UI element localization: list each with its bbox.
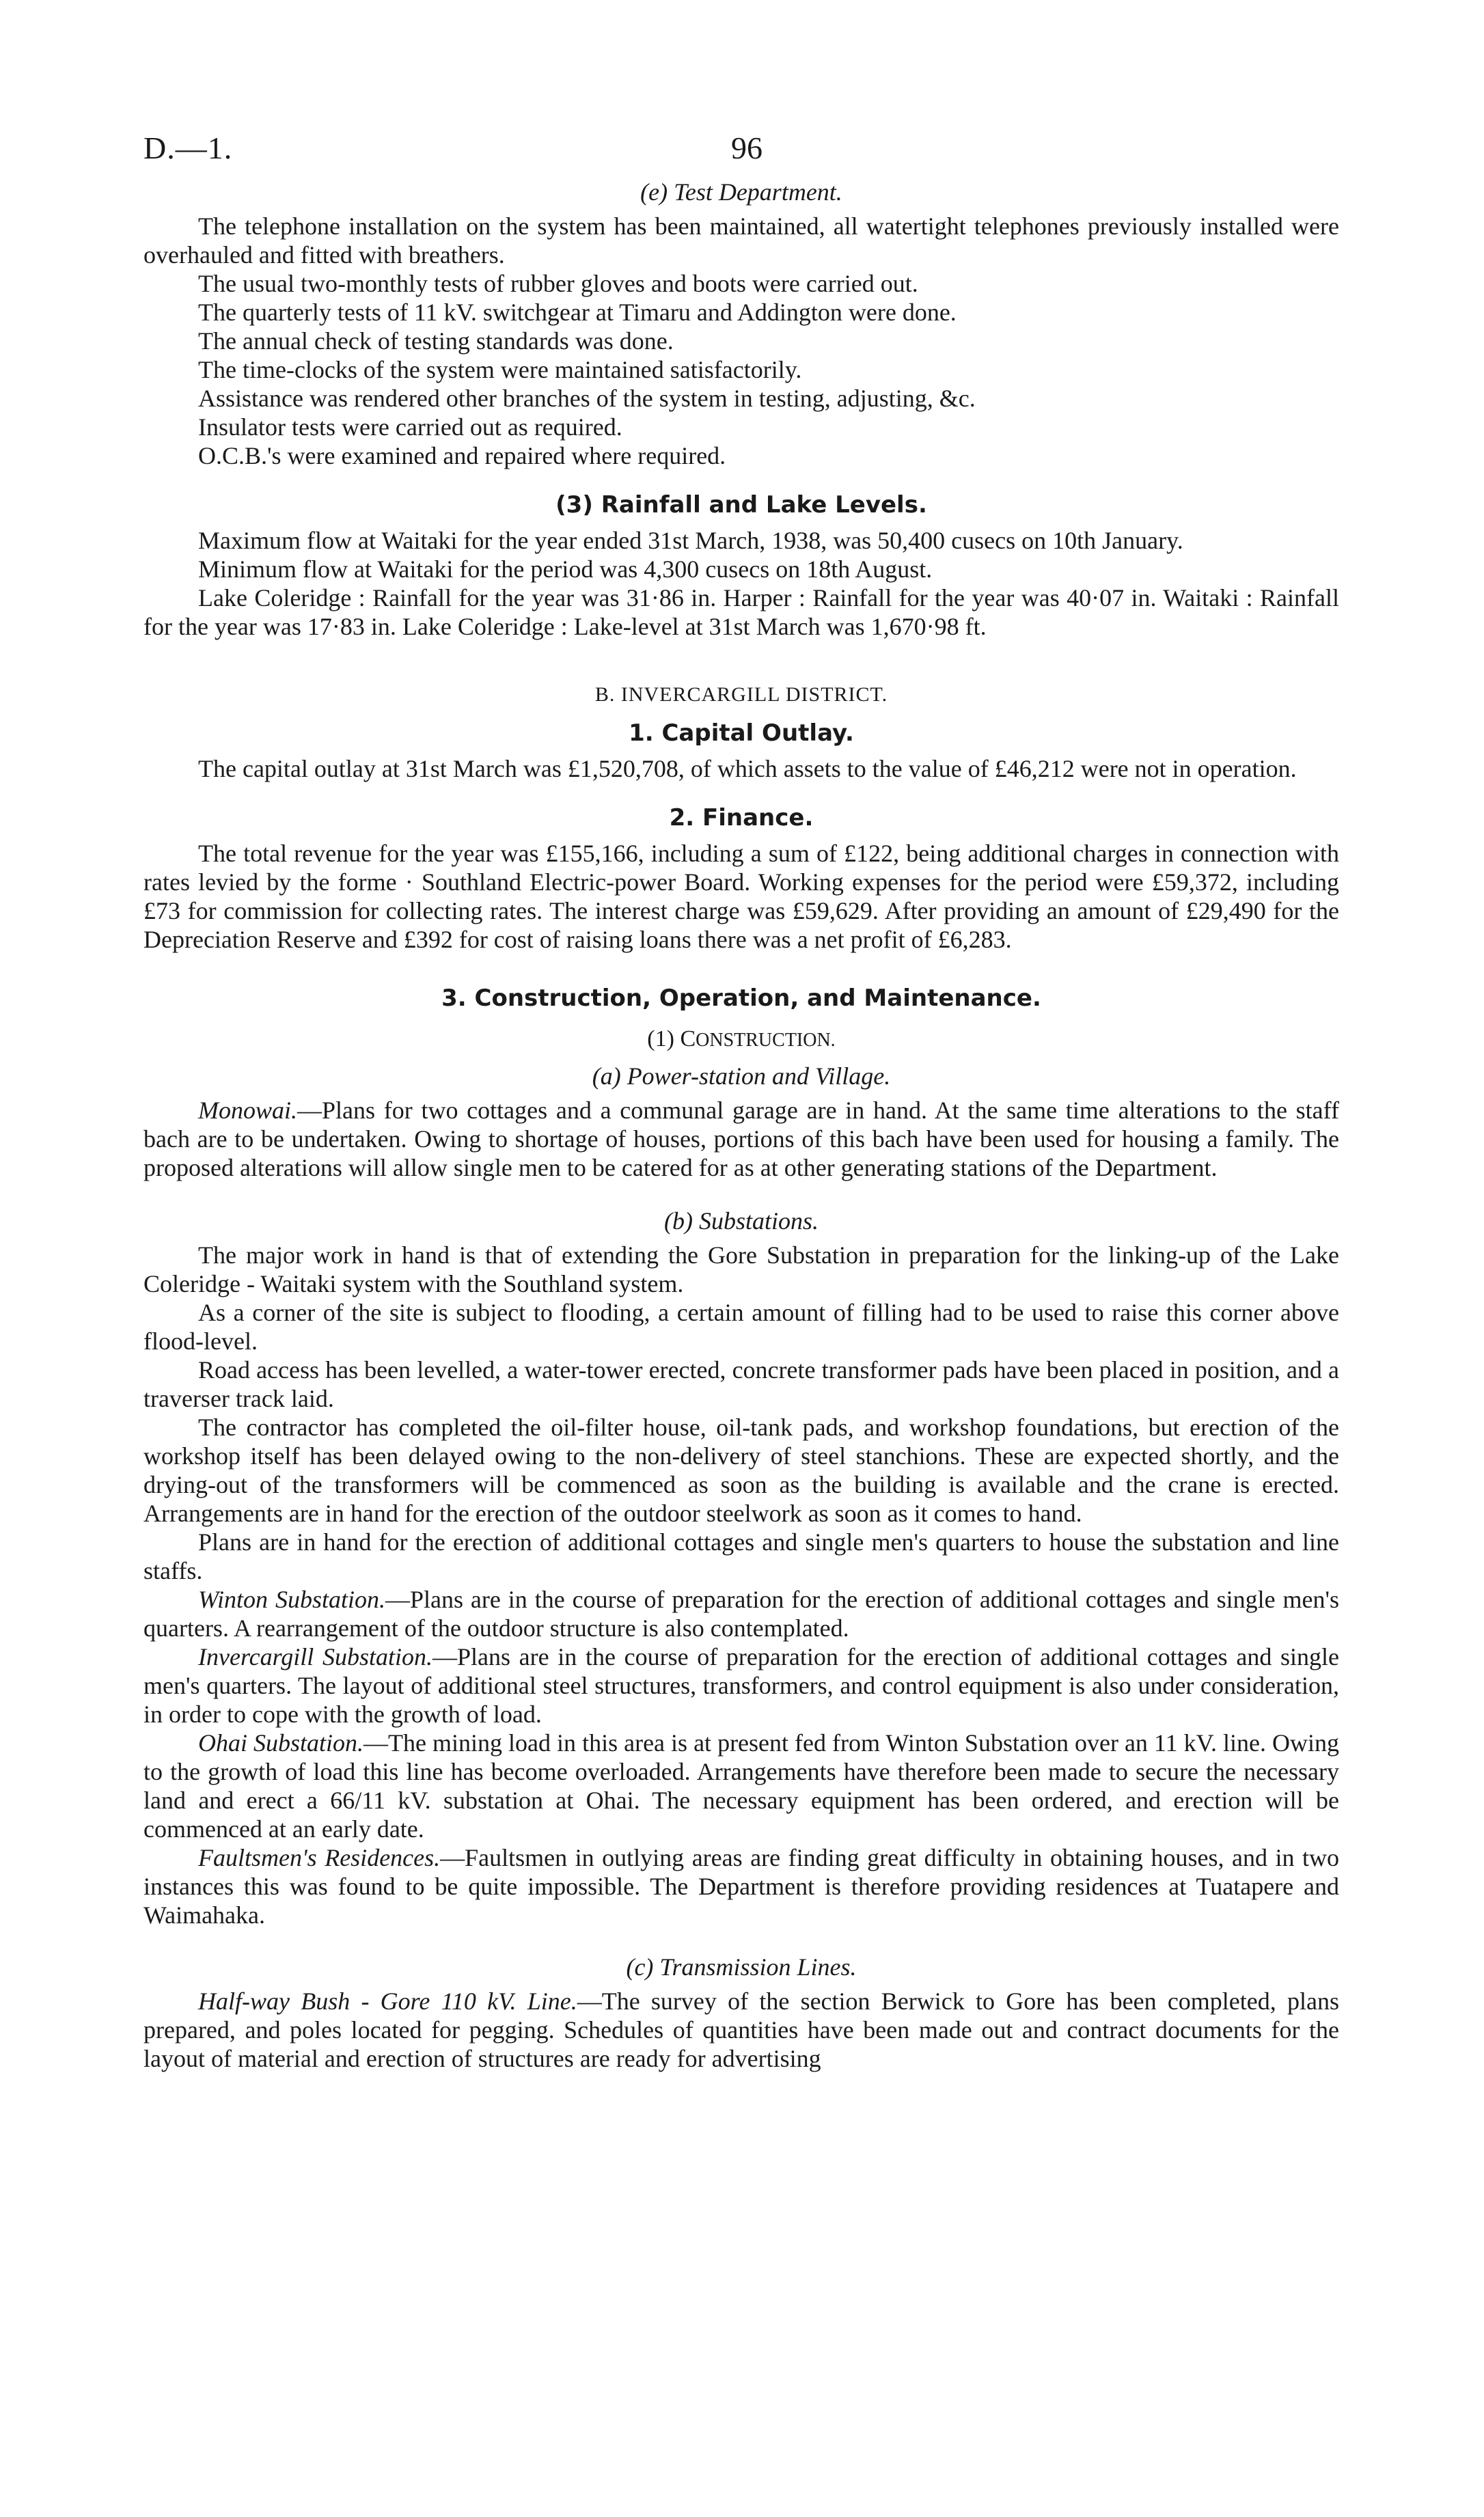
paragraph-lead: Faultsmen's Residences.	[198, 1844, 441, 1871]
paragraph-text: —Plans are in the course of preparation for the erection of additional cottages and single men's quarters. The layout of additional steel structures, transformers, and control equipment is also under consideration, in order to cope with the growth of load.	[143, 1643, 1340, 1728]
transmission-heading: (c) Transmission Lines.	[626, 1953, 857, 1981]
paragraph: Lake Coleridge : Rainfall for the year was 31·86 in. Harper : Rainfall for the year was 40·07 in. Waitaki : Rainfall for the year was 17·83 in. Lake Coleridge : Lake-level at 31st March was 1,670·98 ft.	[143, 584, 1339, 640]
paragraph-text: —The mining load in this area is at present fed from Winton Substation over an 11 kV. line. Owing to the growth of load this line has become overloaded. Arrangements have therefore been made to secure the necessary land and erect a 66/11 kV. substation at Ohai. The necessary equipment has been ordered, and erection will be commenced at an early date.	[143, 1729, 1340, 1843]
paragraph: The major work in hand is that of extending the Gore Substation in preparation for the linking-up of the Lake Coleridge - Waitaki system with the Southland system.	[143, 1241, 1339, 1297]
paragraph-text: —Plans are in the course of preparation for the erection of additional cottages and single men's quarters. A rearrangement of the outdoor structure is also contemplated.	[143, 1586, 1339, 1642]
construction-heading: 3. Construction, Operation, and Maintenance.	[441, 985, 1041, 1012]
document-page	[143, 123, 1339, 2073]
substations-heading: (b) Substations.	[663, 1207, 819, 1235]
paragraph: Maximum flow at Waitaki for the year ended 31st March, 1938, was 50,400 cusecs on 10th January.	[198, 527, 1183, 554]
paragraph	[143, 1729, 1339, 1843]
paragraph: The total revenue for the year was £155,166, including a sum of £122, being additional charges in connection with rates levied by the forme · Southland Electric-power Board. Working expenses for the period were £59,372, including £73 for commission for collecting rates. The interest charge was £59,629. After providing an amount of £29,490 for the Depreciation Reserve and £392 for cost of raising loans there was a net profit of £6,283.	[143, 840, 1339, 953]
finance-heading: 2. Finance.	[669, 804, 814, 831]
district-heading: B. INVERCARGILL DISTRICT.	[594, 683, 888, 706]
paragraph: The usual two-monthly tests of rubber gloves and boots were carried out.	[198, 270, 918, 297]
paragraph: The telephone installation on the system has been maintained, all watertight telephones previously installed were overhauled and fitted with breathers.	[143, 212, 1339, 269]
paragraph-lead: Invercargill Substation.	[198, 1643, 432, 1670]
construction-subheading	[143, 1025, 1339, 1055]
paragraph-lead: Monowai.	[198, 1097, 298, 1124]
paragraph	[143, 1585, 1339, 1642]
paragraph-text: —Plans for two cottages and a communal garage are in hand. At the same time alterations to the staff bach are to be undertaken. Owing to shortage of houses, portions of this bach have been used for housing a family. The proposed alterations will allow single men to be catered for as at other generating stations of the Department.	[143, 1097, 1339, 1181]
paragraph: Road access has been levelled, a water-tower erected, concrete transformer pads have been placed in position, and a traverser track laid.	[143, 1356, 1339, 1412]
paragraph-lead: Winton Substation.	[198, 1586, 385, 1613]
paragraph: The capital outlay at 31st March was £1,520,708, of which assets to the value of £46,212 were not in operation.	[198, 755, 1297, 782]
capital-outlay-heading: 1. Capital Outlay.	[629, 719, 854, 747]
subheading-prefix: (1) C	[647, 1026, 696, 1051]
paragraph: The time-clocks of the system were maintained satisfactorily.	[198, 356, 802, 383]
paragraph: O.C.B.'s were examined and repaired where required.	[198, 442, 726, 469]
power-station-heading: (a) Power-station and Village.	[592, 1062, 891, 1090]
paragraph-lead: Ohai Substation.	[198, 1729, 364, 1757]
paragraph-text: —The survey of the section Berwick to Gore has been completed, plans prepared, and poles located for pegging. Schedules of quantities have been made out and contract documents for the layout of material and erection of structures are ready for advertising	[143, 1988, 1339, 2072]
test-department-heading: (e) Test Department.	[640, 178, 842, 206]
page-header	[143, 123, 1339, 178]
paragraph	[143, 1096, 1339, 1182]
subheading-rest: ONSTRUCTION.	[696, 1030, 836, 1051]
paragraph: Plans are in hand for the erection of additional cottages and single men's quarters to house the substation and line staffs.	[143, 1528, 1339, 1584]
paragraph: Assistance was rendered other branches of the system in testing, adjusting, &c.	[198, 385, 976, 412]
paragraph: The annual check of testing standards was done.	[198, 327, 674, 355]
rainfall-heading: (3) Rainfall and Lake Levels.	[555, 491, 927, 519]
paragraph	[143, 1987, 1339, 2073]
page-number: 96	[731, 130, 762, 165]
paragraph-lead: Half-way Bush - Gore 110 kV. Line.	[198, 1988, 577, 2015]
paragraph: The contractor has completed the oil-filter house, oil-tank pads, and workshop foundations, but erection of the workshop itself has been delayed owing to the non-delivery of steel stanchions. These are expected shortly, and the drying-out of the transformers will be commenced as soon as the building is available and the crane is erected. Arrangements are in hand for the erection of the outdoor steelwork as soon as it comes to hand.	[143, 1414, 1339, 1527]
paragraph	[143, 1642, 1339, 1729]
paragraph: Minimum flow at Waitaki for the period was 4,300 cusecs on 18th August.	[198, 555, 933, 583]
document-reference: D.—1.	[143, 130, 233, 165]
paragraph: The quarterly tests of 11 kV. switchgear at Timaru and Addington were done.	[198, 299, 957, 326]
document-body	[143, 178, 1339, 2073]
paragraph	[143, 1843, 1339, 1929]
paragraph: As a corner of the site is subject to flooding, a certain amount of filling had to be used to raise this corner above flood-level.	[143, 1299, 1339, 1355]
paragraph-text: —Faultsmen in outlying areas are finding great difficulty in obtaining houses, and in two instances this was found to be quite impossible. The Department is therefore providing residences at Tuatapere and Waimahaka.	[143, 1844, 1339, 1929]
paragraph: Insulator tests were carried out as required.	[198, 413, 622, 441]
